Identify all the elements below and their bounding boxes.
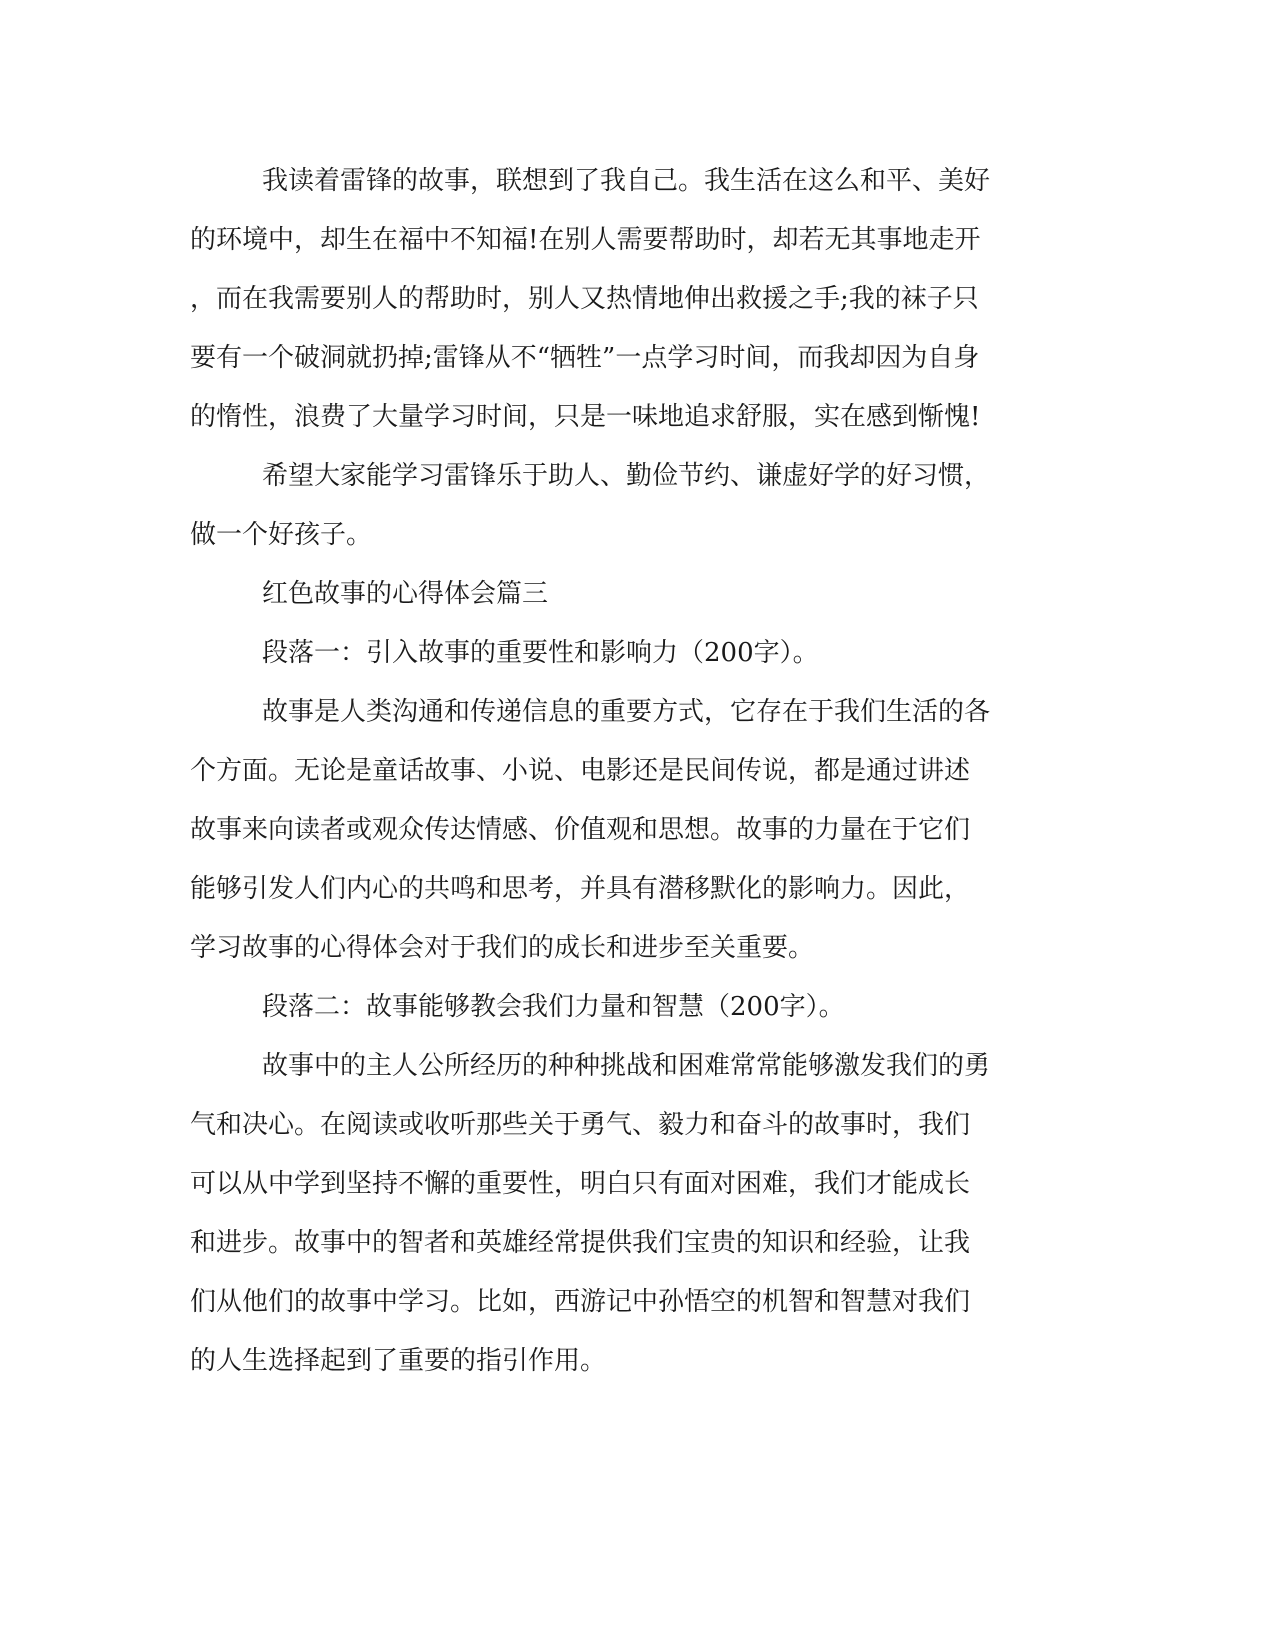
paragraph-line: 学习故事的心得体会对于我们的成长和进步至关重要。	[190, 933, 815, 963]
paragraph-line: 们从他们的故事中学习。比如，西游记中孙悟空的机智和智慧对我们	[190, 1287, 971, 1317]
paragraph-line: 和进步。故事中的智者和英雄经常提供我们宝贵的知识和经验，让我	[190, 1228, 971, 1258]
paragraph-line: 我读着雷锋的故事，联想到了我自己。我生活在这么和平、美好	[262, 166, 991, 196]
paragraph-line: 的人生选择起到了重要的指引作用。	[190, 1346, 607, 1376]
paragraph-line: 气和决心。在阅读或收听那些关于勇气、毅力和奋斗的故事时，我们	[190, 1110, 971, 1140]
paragraph-heading: 段落二：故事能够教会我们力量和智慧（200字）。	[262, 992, 845, 1022]
paragraph-line: 的惰性，浪费了大量学习时间，只是一味地追求舒服，实在感到惭愧!	[190, 402, 981, 432]
paragraph-line: 的环境中，却生在福中不知福!在别人需要帮助时，却若无其事地走开	[190, 225, 981, 255]
paragraph-line: 故事来向读者或观众传达情感、价值观和思想。故事的力量在于它们	[190, 815, 971, 845]
paragraph-line: 能够引发人们内心的共鸣和思考，并具有潜移默化的影响力。因此，	[190, 874, 971, 904]
paragraph-line: ，而在我需要别人的帮助时，别人又热情地伸出救援之手;我的袜子只	[190, 284, 979, 314]
paragraph-line: 故事中的主人公所经历的种种挑战和困难常常能够激发我们的勇	[262, 1051, 991, 1081]
paragraph-line: 要有一个破洞就扔掉;雷锋从不“牺牲”一点学习时间，而我却因为自身	[190, 343, 980, 373]
paragraph-line: 做一个好孩子。	[190, 520, 373, 550]
section-heading: 红色故事的心得体会篇三	[262, 579, 549, 609]
paragraph-heading: 段落一：引入故事的重要性和影响力（200字）。	[262, 638, 819, 668]
paragraph-line: 希望大家能学习雷锋乐于助人、勤俭节约、谦虚好学的好习惯，	[262, 461, 991, 491]
paragraph-line: 故事是人类沟通和传递信息的重要方式，它存在于我们生活的各	[262, 697, 991, 727]
paragraph-line: 可以从中学到坚持不懈的重要性，明白只有面对困难，我们才能成长	[190, 1169, 971, 1199]
paragraph-line: 个方面。无论是童话故事、小说、电影还是民间传说，都是通过讲述	[190, 756, 971, 786]
